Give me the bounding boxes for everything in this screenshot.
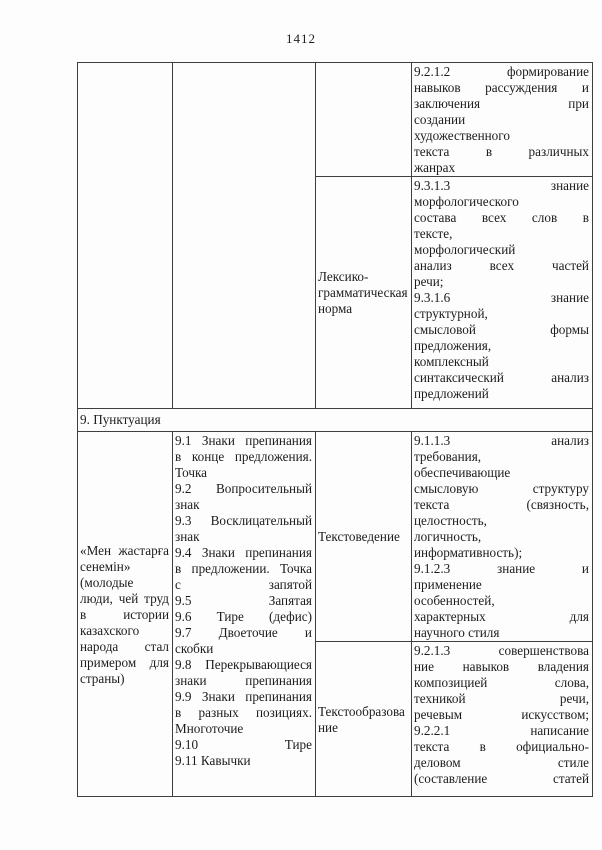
theme-text: «Мен жастарға сенемін» (молодые люди, чей труд в истории казахского народа стал примером для страны) — [80, 542, 169, 686]
objective-text: 9.1.1.3 анализ требования, обеспечивающие смысловую структуру текста (связность, целостность, логичность, информативность); 9.1.2.3 знание и применение особенностей, характерных для научного стиля — [414, 433, 589, 640]
section-header-punctuation: 9. Пунктуация — [78, 409, 593, 432]
objective-text: 9.2.1.2 формирование навыков рассуждения и заключения при создании художественного текста в различных жанрах — [414, 64, 589, 175]
table-row-section-header — [78, 409, 593, 432]
cell-content-punctuation-items — [173, 432, 316, 797]
cell-theme-men-zhastarga — [78, 432, 173, 797]
objective-text: 9.3.1.3 знание морфологического состава всех слов в тексте, морфологический анализ всех частей речи; 9.3.1.6 знание структурной, смысловой формы предложения, комплексный синтаксический анализ предложений — [414, 178, 589, 401]
cell-objective-9113-9123 — [412, 432, 593, 642]
topic-text: Лексико- грамматическая норма — [318, 269, 408, 316]
topic-text: Текстоведение — [318, 529, 400, 544]
cell-objective-9212 — [412, 63, 593, 177]
cell-topic-text-formation — [316, 642, 412, 797]
cell-topic-continued-empty — [316, 63, 412, 177]
objective-text: 9.2.1.3 совершенствова ние навыков владения композицией слова, техникой речи, речевым искусством; 9.2.2.1 написание текста в официально- деловом стиле (составление статей — [414, 643, 589, 786]
curriculum-table — [77, 62, 593, 797]
topic-text: Текстообразова ние — [318, 703, 405, 735]
cell-theme-continued-empty — [78, 63, 173, 409]
cell-topic-lexico-grammatical-norm — [316, 177, 412, 409]
cell-objective-9213-9221 — [412, 642, 593, 797]
content-items-text: 9.1 Знаки препинания в конце предложения. Точка 9.2 Вопросительный знак 9.3 Восклицательный знак 9.4 Знаки препинания в предложении. Точка с запятой 9.5 Запятая 9.6 Тире (дефис) 9.7 Двоеточие и скобки 9.8 Перекрывающиеся знаки препинания 9.9 Знаки препинания в разных позициях. Многоточие 9.10 Тире 9.11 Кавычки — [175, 433, 312, 768]
cell-objective-9313-9316 — [412, 177, 593, 409]
table-row — [78, 63, 593, 177]
cell-content-continued-empty — [173, 63, 316, 409]
page-number: 1412 — [286, 31, 316, 46]
table-row — [78, 432, 593, 642]
cell-topic-textology — [316, 432, 412, 642]
